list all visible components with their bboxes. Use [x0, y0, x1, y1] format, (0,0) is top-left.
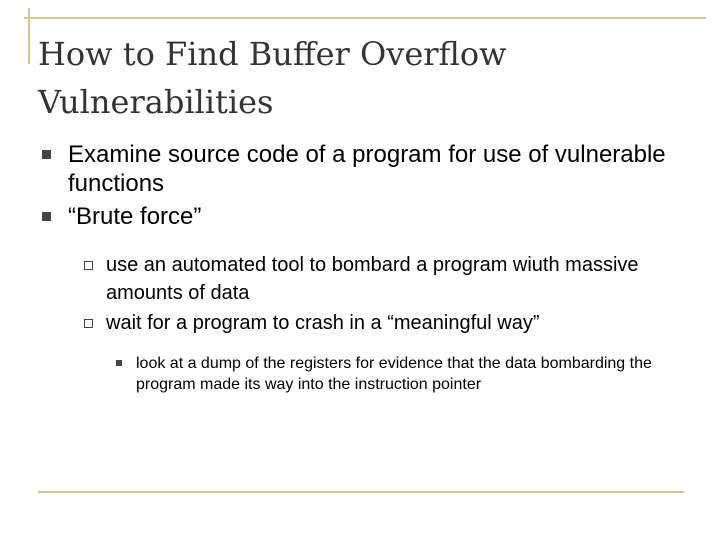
- bullet-text: “Brute force”: [68, 203, 202, 230]
- sub-bullet-text: wait for a program to crash in a “meaningful way”: [106, 312, 540, 334]
- slide-title: How to Find Buffer Overflow Vulnerabilities: [38, 35, 507, 121]
- sub-sub-bullet-list: [106, 353, 688, 395]
- sub-bullet-text: use an automated tool to bombard a program wiuth massive amounts of data: [106, 254, 639, 304]
- bullet-item-source-code: [38, 140, 688, 198]
- bullet-item-brute-force: [38, 202, 688, 395]
- sub-bullet-list: [68, 251, 688, 395]
- sub-bullet-item-automated-tool: [68, 251, 688, 307]
- sub-bullet-item-wait-crash: [68, 309, 688, 395]
- top-divider-line: [24, 17, 706, 19]
- square-bullet-icon: [42, 212, 51, 221]
- square-bullet-icon: [42, 150, 51, 159]
- sub-sub-bullet-item-register-dump: [106, 353, 688, 395]
- bottom-divider-line: [38, 491, 684, 493]
- hollow-square-bullet-icon: [84, 261, 93, 270]
- bullet-list: [38, 140, 688, 399]
- square-bullet-icon: [116, 360, 122, 366]
- hollow-square-bullet-icon: [84, 319, 93, 328]
- sub-sub-bullet-text: look at a dump of the registers for evidence that the data bombarding the program made its way into the instruction pointer: [136, 355, 652, 393]
- left-accent-line: [28, 8, 30, 64]
- bullet-text: Examine source code of a program for use of vulnerable functions: [68, 141, 666, 197]
